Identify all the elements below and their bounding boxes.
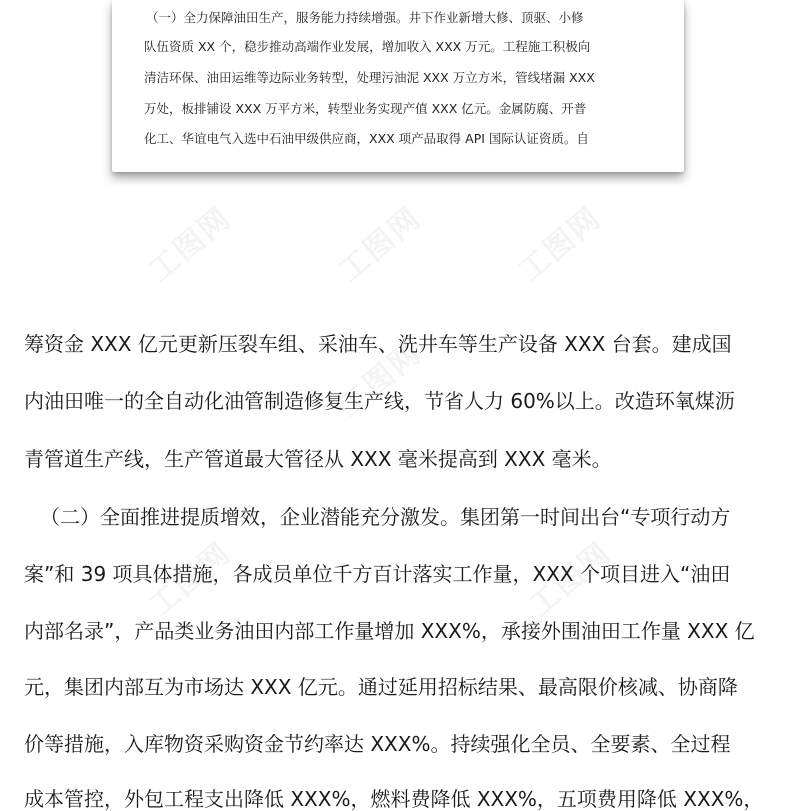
watermark: 工图网: [142, 535, 239, 624]
card-text-line: 万处，板排铺设 XXX 万平方米，转型业务实现产值 XXX 亿元。金属防腐、开普: [144, 101, 587, 116]
watermark: 工图网: [332, 200, 429, 289]
paragraph-line: 青管道生产线，生产管道最大管径从 XXX 毫米提高到 XXX 毫米。: [24, 447, 612, 471]
watermark: 工图网: [332, 335, 429, 424]
paragraph-line: 内部名录”，产品类业务油田内部工作量增加 XXX%，承接外围油田工作量 XXX 亿: [24, 619, 755, 643]
card-text-line: 队伍资质 XX 个，稳步推动高端作业发展，增加收入 XXX 万元。工程施工积极向: [144, 39, 591, 54]
card-text-line: 清洁环保、油田运维等边际业务转型，处理污油泥 XXX 万立方米，管线堵漏 XXX: [144, 70, 595, 85]
document-preview-card: [112, 0, 684, 172]
watermark: 工图网: [522, 535, 619, 624]
watermark: 工图网: [512, 200, 609, 289]
paragraph-line: 元，集团内部互为市场达 XXX 亿元。通过延用招标结果、最高限价核减、协商降: [24, 675, 738, 699]
paragraph-line: （二）全面推进提质增效，企业潜能充分激发。集团第一时间出台“专项行动方: [40, 505, 731, 529]
watermark: 工图网: [142, 200, 239, 289]
paragraph-line: 价等措施，入库物资采购资金节约率达 XXX%。持续强化全员、全要素、全过程: [24, 732, 731, 756]
card-text-line: （一）全力保障油田生产，服务能力持续增强。井下作业新增大修、顶驱、小修: [146, 10, 584, 25]
paragraph-line: 内油田唯一的全自动化油管制造修复生产线，节省人力 60%以上。改造环氧煤沥: [24, 389, 735, 413]
paragraph-line: 筹资金 XXX 亿元更新压裂车组、采油车、洗井车等生产设备 XXX 台套。建成国: [24, 332, 732, 356]
paragraph-line: 案”和 39 项具体措施，各成员单位千方百计落实工作量，XXX 个项目进入“油田: [24, 562, 731, 586]
card-text-line: 化工、华谊电气入选中石油甲级供应商，XXX 项产品取得 API 国际认证资质。自: [144, 131, 589, 146]
paragraph-line: 成本管控，外包工程支出降低 XXX%，燃料费降低 XXX%，五项费用降低 XXX%，: [24, 787, 764, 811]
